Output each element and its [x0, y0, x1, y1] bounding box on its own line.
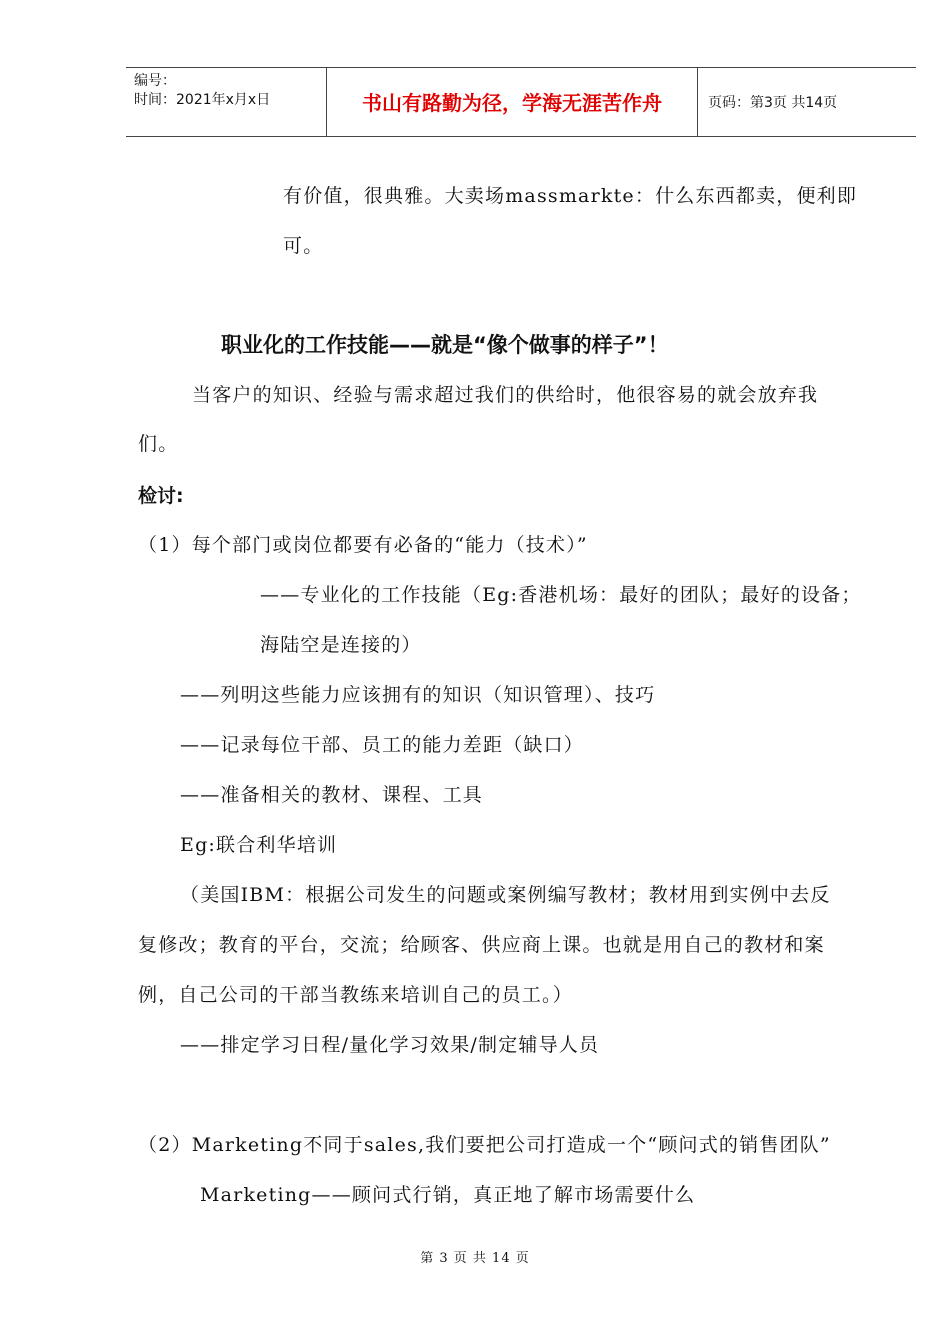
header-meta [126, 68, 326, 140]
header-motto: 书山有路勤为径，学海无涯苦作舟 [326, 68, 698, 136]
list-subitem: Marketing——顾问式行销，真正地了解市场需要什么 [200, 1184, 696, 1206]
paragraph-line: （美国IBM：根据公司发生的问题或案例编写教材；教材用到实例中去反 [180, 884, 831, 906]
time-label: 时间：2021年x月x日 [134, 92, 271, 108]
list-subitem: ——列明这些能力应该拥有的知识（知识管理）、技巧 [180, 684, 656, 706]
example-line: Eg:联合利华培训 [180, 834, 338, 856]
paragraph-line: 可。 [283, 235, 324, 257]
number-label: 编号： [134, 73, 176, 89]
list-item: （1）每个部门或岗位都要有必备的“能力（技术）” [138, 534, 588, 556]
list-subitem: ——排定学习日程/量化学习效果/制定辅导人员 [180, 1034, 600, 1056]
paragraph-line: 复修改；教育的平台，交流；给顾客、供应商上课。也就是用自己的教材和案 [138, 934, 825, 956]
list-subitem: ——专业化的工作技能（Eg:香港机场：最好的团队；最好的设备； [260, 584, 862, 606]
list-subitem: ——准备相关的教材、课程、工具 [180, 784, 484, 806]
paragraph-line: 们。 [138, 433, 179, 455]
review-label: 检讨: [138, 485, 184, 507]
list-subitem: ——记录每位干部、员工的能力差距（缺口） [180, 734, 585, 756]
header-page-info: 页码：第3页 共14页 [708, 95, 838, 111]
section-heading: 职业化的工作技能——就是“像个做事的样子”！ [221, 333, 669, 357]
list-subitem: 海陆空是连接的） [260, 634, 422, 656]
paragraph-line: 例，自己公司的干部当教练来培训自己的员工。） [138, 984, 573, 1006]
page-header [126, 67, 916, 137]
page-footer: 第 3 页 共 14 页 [420, 1251, 530, 1266]
list-item: （2）Marketing不同于sales,我们要把公司打造成一个“顾问式的销售团队” [138, 1134, 831, 1156]
paragraph-line: 有价值，很典雅。大卖场massmarkte：什么东西都卖，便利即 [283, 185, 858, 207]
paragraph-line: 当客户的知识、经验与需求超过我们的供给时，他很容易的就会放弃我 [192, 384, 819, 406]
